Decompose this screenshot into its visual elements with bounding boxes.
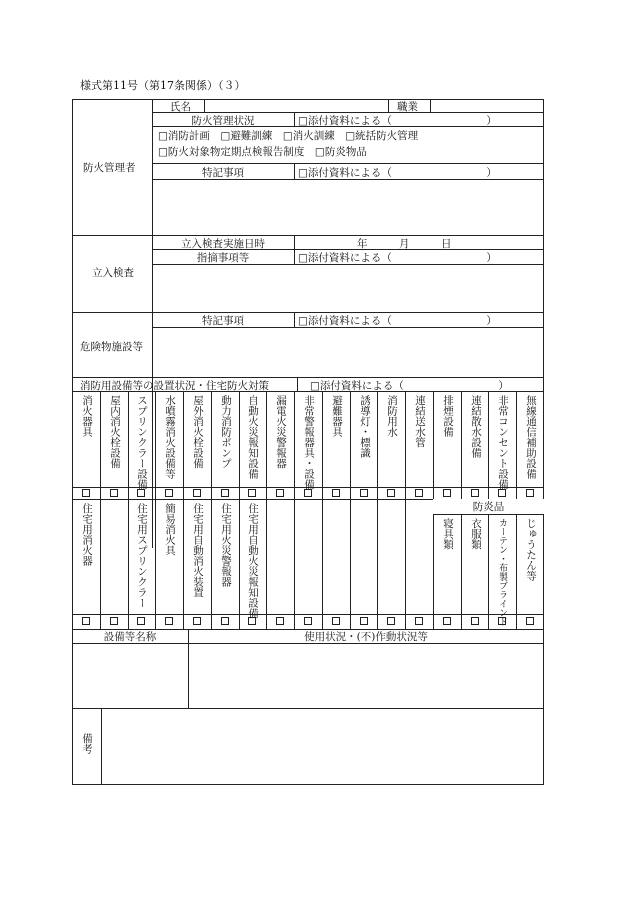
grid-line: [155, 391, 156, 629]
hazard-field[interactable]: [154, 329, 542, 375]
house-column-label: 住宅用自動消火装置: [192, 503, 204, 598]
inspection-points-attached[interactable]: □添付資料による（ ）: [298, 252, 497, 264]
equipment-column-label: 非常コンセント設備: [497, 395, 509, 490]
grid-line: [294, 112, 295, 126]
equipment-column-label: 屋内消火栓設備: [109, 395, 121, 469]
equipment-column-label: スプリンクラー設備: [136, 395, 148, 490]
flame-column-label: 寝具類: [442, 518, 454, 550]
grid-line: [266, 391, 267, 629]
grid-line: [101, 708, 102, 785]
grid-line: [100, 391, 101, 629]
inspection-label: 立入検査: [92, 267, 134, 279]
inspection-field[interactable]: [154, 266, 542, 310]
grid-line: [72, 629, 544, 630]
equipment-column-label: 非常警報器具・設備: [303, 395, 315, 490]
equipment-column-label: 消火器具: [81, 395, 93, 437]
flame-column-label: カーテン・布製ブラインド: [497, 518, 507, 626]
status-items-row2[interactable]: □防火対象物定期点検報告制度 □防炎物品: [158, 146, 367, 158]
grid-line: [152, 112, 544, 113]
grid-line: [128, 391, 129, 629]
status-attached-checkbox[interactable]: □添付資料による（ ）: [298, 115, 497, 127]
equipment-checkbox[interactable]: [248, 489, 256, 497]
grid-line: [350, 391, 351, 629]
name-label: 氏名: [170, 101, 191, 113]
grid-line: [377, 391, 378, 629]
equipment-checkbox[interactable]: [498, 489, 506, 497]
inspection-date-field[interactable]: 年 月 日: [357, 238, 452, 250]
equipment-column-label: 水噴霧消火設備等: [164, 395, 176, 479]
grid-line: [72, 312, 544, 313]
inspection-date-label: 立入検査実施日時: [181, 238, 265, 250]
inspection-points-label: 指摘事項等: [196, 252, 250, 264]
status-label: 防火管理状況: [191, 115, 255, 127]
flame-label: 防炎品: [472, 501, 505, 513]
house-checkbox[interactable]: [165, 617, 173, 625]
grid-line: [72, 235, 544, 236]
grid-line: [72, 708, 544, 709]
fire-remarks-attached[interactable]: □添付資料による（ ）: [298, 167, 497, 179]
equipment-column-label: 連結送水管: [414, 395, 426, 448]
grid-line: [239, 391, 240, 629]
usage-status-field[interactable]: [190, 645, 542, 706]
job-field[interactable]: [432, 100, 542, 112]
grid-line: [72, 377, 544, 378]
house-checkbox[interactable]: [526, 617, 534, 625]
grid-line: [322, 391, 323, 629]
grid-line: [152, 179, 544, 180]
fire-remarks-label: 特記事項: [202, 167, 244, 179]
equipment-column-label: 漏電火災警報器: [275, 395, 287, 469]
equipment-checkbox[interactable]: [332, 489, 340, 497]
house-checkbox[interactable]: [332, 617, 340, 625]
equipment-checkbox[interactable]: [360, 489, 368, 497]
grid-line: [152, 264, 544, 265]
equipment-checkbox[interactable]: [165, 489, 173, 497]
equipment-header: 消防用設備等の設置状況・住宅防火対策: [80, 380, 269, 392]
hazard-remarks-label: 特記事項: [202, 315, 244, 327]
house-checkbox[interactable]: [415, 617, 423, 625]
flame-column-label: 衣服類: [470, 518, 482, 550]
usage-status-label: 使用状況・(不)作動状況等: [304, 631, 428, 643]
grid-line: [72, 391, 544, 392]
equipment-checkbox[interactable]: [110, 489, 118, 497]
house-checkbox[interactable]: [360, 617, 368, 625]
flame-column-label: じゅうたん等: [525, 518, 537, 581]
notes-label: 備考: [81, 733, 93, 754]
equipment-checkbox[interactable]: [137, 489, 145, 497]
hazard-remarks-attached[interactable]: □添付資料による（ ）: [298, 315, 497, 327]
form-title: 様式第11号（第17条関係）（３）: [80, 79, 246, 92]
equipment-column-label: 連結散水設備: [470, 395, 482, 458]
equipment-attached[interactable]: □添付資料による（ ）: [310, 380, 509, 392]
equipment-checkbox[interactable]: [304, 489, 312, 497]
grid-line: [204, 99, 205, 112]
notes-field[interactable]: [103, 710, 542, 783]
grid-line: [211, 391, 212, 629]
grid-line: [72, 614, 544, 615]
grid-line: [152, 163, 544, 164]
grid-line: [183, 391, 184, 629]
grid-line: [152, 249, 544, 250]
grid-line: [388, 99, 389, 112]
equipment-checkbox[interactable]: [82, 489, 90, 497]
grid-line: [430, 99, 431, 112]
equipment-checkbox[interactable]: [443, 489, 451, 497]
equipment-column-label: 自動火災報知設備: [247, 395, 259, 479]
hazard-label: 危険物施設等: [80, 341, 143, 353]
house-column-label: 住宅用火災警報器: [220, 503, 232, 587]
equipment-checkbox[interactable]: [276, 489, 284, 497]
grid-line: [152, 327, 544, 328]
house-checkbox[interactable]: [193, 617, 201, 625]
house-checkbox[interactable]: [137, 617, 145, 625]
grid-line: [152, 126, 544, 127]
name-field[interactable]: [206, 100, 386, 112]
grid-line: [294, 391, 295, 629]
grid-line: [294, 312, 295, 327]
usage-name-label: 設備等名称: [103, 631, 157, 643]
house-column-label: 住宅用スプリンクラー: [136, 503, 148, 608]
equipment-column-label: 排煙設備: [442, 395, 454, 437]
house-checkbox[interactable]: [387, 617, 395, 625]
job-label: 職業: [397, 101, 418, 113]
usage-name-field[interactable]: [74, 645, 186, 706]
house-column-label: 住宅用消火器: [81, 503, 93, 566]
house-checkbox[interactable]: [221, 617, 229, 625]
equipment-column-label: 消防用水: [386, 395, 398, 437]
equipment-column-label: 誘導灯・標識: [359, 395, 371, 458]
fire-manager-label: 防火管理者: [83, 162, 136, 174]
equipment-column-label: 無線通信補助設備: [525, 395, 537, 479]
equipment-checkbox[interactable]: [415, 489, 423, 497]
house-checkbox[interactable]: [471, 617, 479, 625]
status-items-row1[interactable]: □消防計画 □避難訓練 □消火訓練 □統括防火管理: [158, 130, 419, 142]
equipment-column-label: 避難器具: [331, 395, 343, 437]
house-column-label: 簡易消火具: [164, 503, 176, 556]
grid-line: [188, 629, 189, 708]
house-checkbox[interactable]: [304, 617, 312, 625]
grid-line: [433, 514, 544, 515]
grid-line: [294, 163, 295, 179]
grid-line: [297, 377, 298, 391]
equipment-column-label: 屋外消火栓設備: [192, 395, 204, 469]
equipment-checkbox[interactable]: [471, 489, 479, 497]
grid-line: [405, 391, 406, 629]
fire-remarks-field[interactable]: [154, 181, 542, 233]
grid-line: [72, 643, 544, 644]
house-checkbox[interactable]: [276, 617, 284, 625]
equipment-checkbox[interactable]: [387, 489, 395, 497]
house-column-label: 住宅用自動火災報知設備: [247, 503, 259, 619]
equipment-column-label: 動力消防ポンプ: [220, 395, 232, 469]
equipment-checkbox[interactable]: [221, 489, 229, 497]
house-checkbox[interactable]: [82, 617, 90, 625]
house-checkbox[interactable]: [443, 617, 451, 625]
equipment-checkbox[interactable]: [193, 489, 201, 497]
equipment-checkbox[interactable]: [526, 489, 534, 497]
house-checkbox[interactable]: [110, 617, 118, 625]
